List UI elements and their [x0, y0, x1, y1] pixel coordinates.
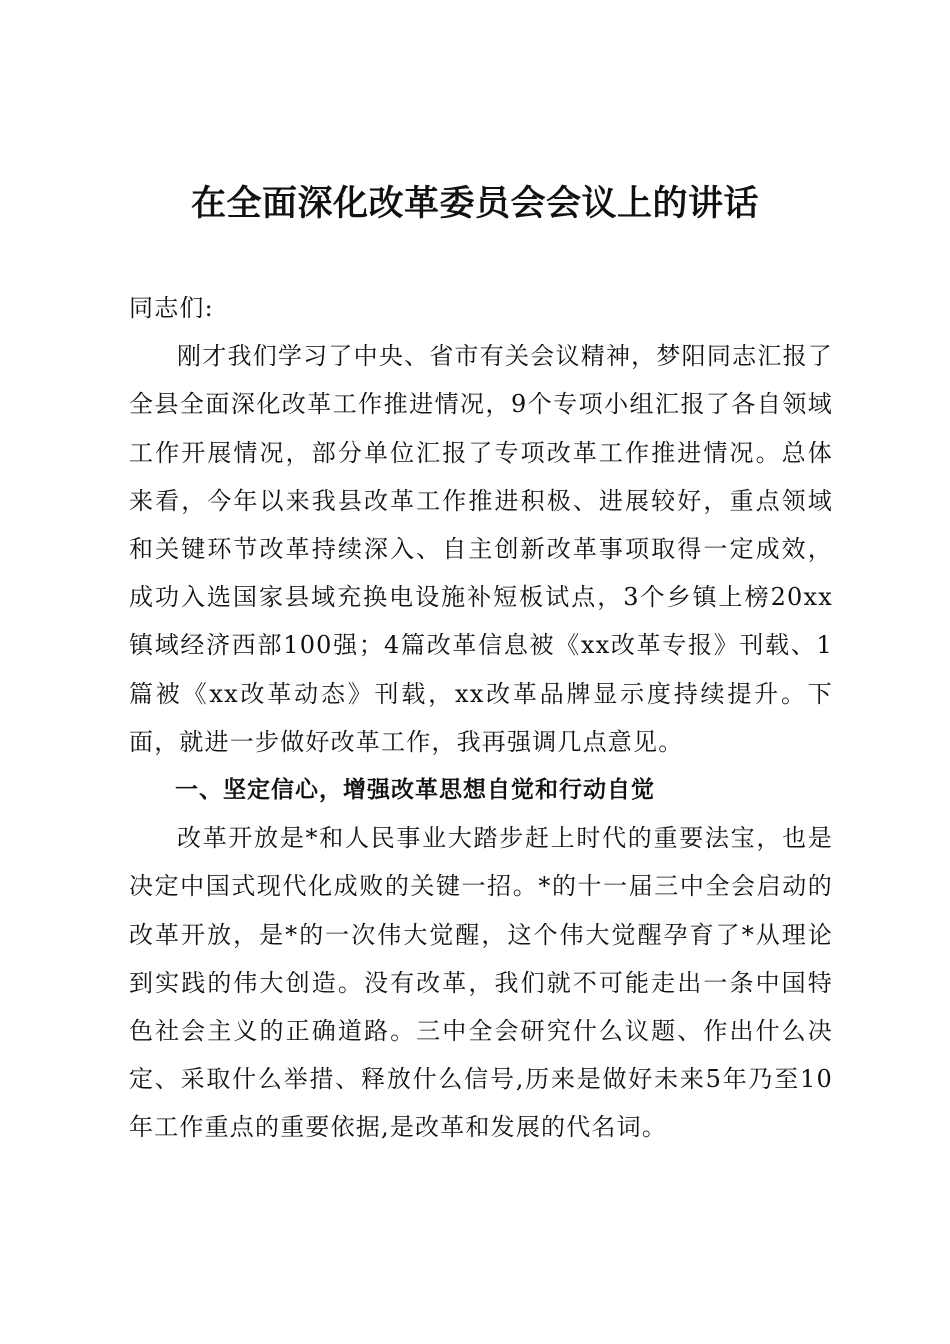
salutation: 同志们: [129, 294, 214, 322]
document-title: 在全面深化改革委员会会议上的讲话 [190, 183, 759, 224]
document-body [129, 284, 833, 1152]
intro-paragraph: 刚才我们学习了中央、省市有关会议精神，梦阳同志汇报了全县全面深化改革工作推进情况，9个专项小组汇报了各自领域工作开展情况，部分单位汇报了专项改革工作推进情况。总体来看，今年以来我县改革工作推进积极、进展较好，重点领域和关键环节改革持续深入、自主创新改革事项取得一定成效，成功入选国家县域充换电设施补短板试点，3个乡镇上榜20xx镇域经济西部100强；4篇改革信息被《xx改革专报》刊载、1篇被《xx改革动态》刊载，xx改革品牌显示度持续提升。下面，就进一步做好改革工作，我再强调几点意见。 [129, 342, 833, 756]
section-paragraph: 改革开放是*和人民事业大踏步赶上时代的重要法宝，也是决定中国式现代化成败的关键一招。*的十一届三中全会启动的改革开放，是*的一次伟大觉醒，这个伟大觉醒孕育了*从理论到实践的伟大创造。没有改革，我们就不可能走出一条中国特色社会主义的正确道路。三中全会研究什么议题、作出什么决定、采取什么举措、释放什么信号,历来是做好未来5年乃至10年工作重点的重要依据,是改革和发展的代名词。 [129, 824, 833, 1142]
section-heading: 一、坚定信心，增强改革思想自觉和行动自觉 [175, 777, 655, 804]
